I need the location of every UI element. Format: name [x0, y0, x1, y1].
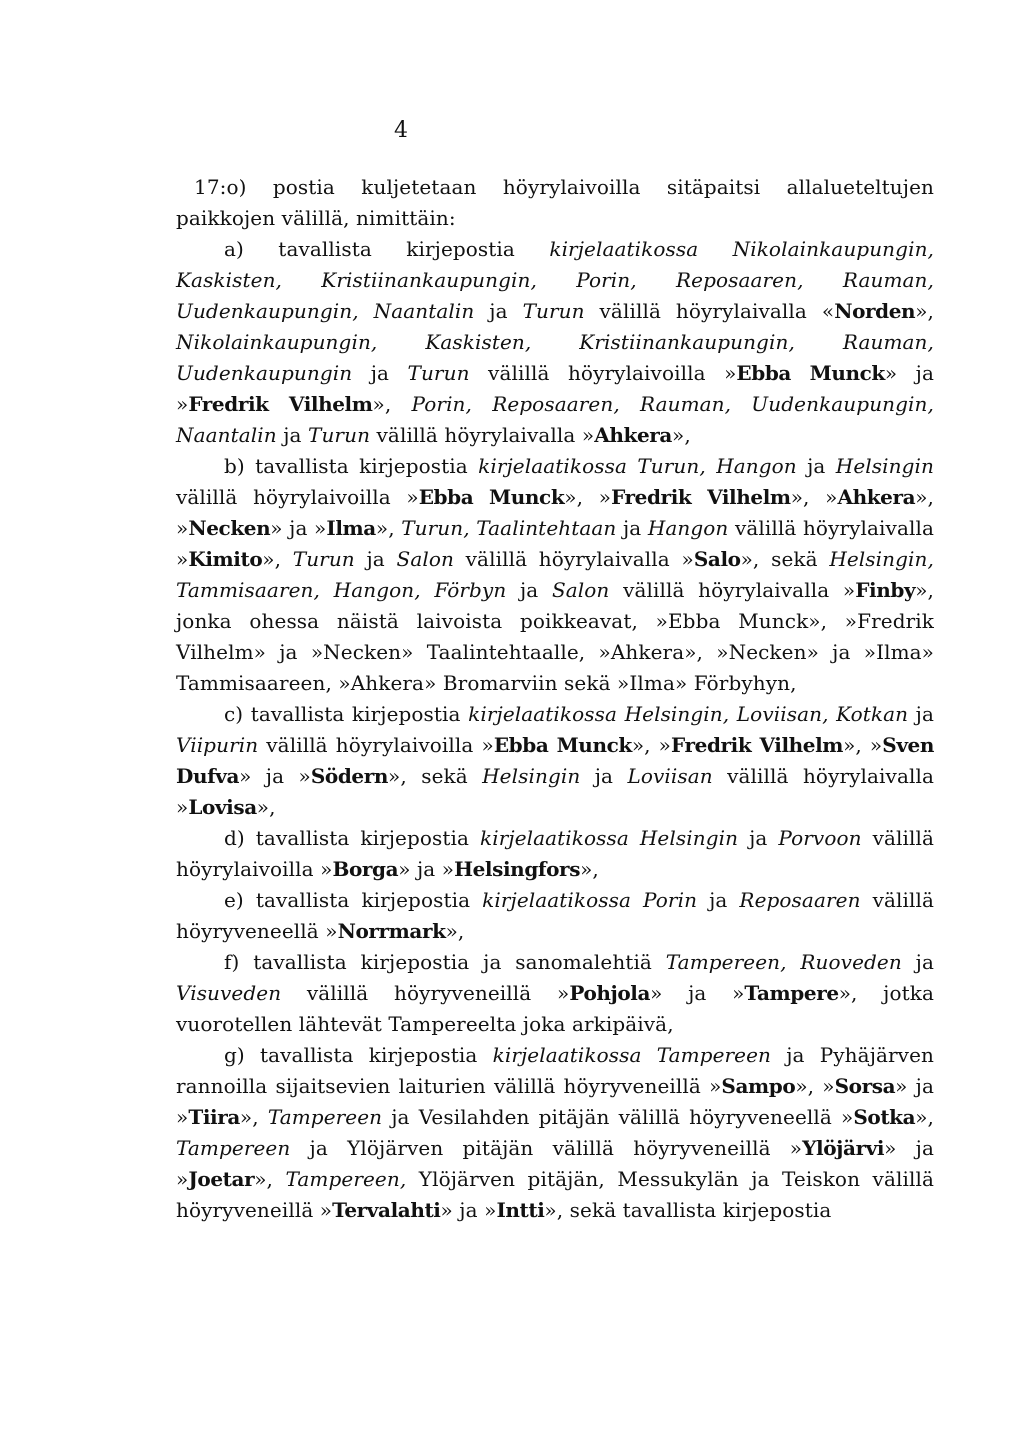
- italic-place-names: Turun: [292, 547, 355, 571]
- italic-place-names: Loviisan: [627, 764, 713, 788]
- italic-place-names: kirjelaatikossa Porin: [482, 888, 698, 912]
- list-item-d: [176, 823, 934, 885]
- ship-name: Tampere: [744, 981, 839, 1005]
- italic-place-names: Tampereen: [267, 1105, 383, 1129]
- text-run: välillä höyrylaivalla »: [176, 516, 934, 571]
- text-run: ja: [276, 423, 309, 447]
- italic-place-names: Viipurin: [176, 733, 259, 757]
- text-run: ja: [697, 888, 740, 912]
- text-run: »,: [256, 795, 276, 819]
- text-run: välillä höyrylaivoilla »: [258, 733, 494, 757]
- ship-name: Ilma: [326, 516, 376, 540]
- text-run: »,: [580, 857, 599, 881]
- text-run: e) tavallista kirjepostia: [224, 888, 483, 912]
- italic-place-names: Tampereen, Ruoveden: [665, 950, 902, 974]
- italic-place-names: Hangon: [647, 516, 729, 540]
- text-run: ja: [901, 950, 934, 974]
- italic-place-names: kirjelaatikossa Helsingin, Loviisan, Kotkan: [468, 702, 909, 726]
- italic-place-names: Porin, Reposaaren, Rauman, Uudenkaupungin, Naantalin: [176, 392, 934, 447]
- ship-name: Ebba Munck: [736, 361, 885, 385]
- ship-name: Pohjola: [569, 981, 651, 1005]
- italic-place-names: kirjelaatikossa Turun, Hangon: [478, 454, 797, 478]
- text-run: », sekä tavallista kirjepostia: [544, 1198, 832, 1222]
- document-body: [176, 172, 934, 1226]
- text-run: », jonka ohessa näistä laivoista poikkeavat, »Ebba Munck», »Fredrik Vilhelm» ja »Necken» Taalintehtaalle, »Ahkera», »Necken» ja »Ilma» Tammisaareen, »Ahkera» Bromarviin sekä »Ilma» Förbyhyn,: [176, 578, 934, 695]
- ship-name: Fredrik Vilhelm: [671, 733, 844, 757]
- text-run: d) tavallista kirjepostia: [224, 826, 481, 850]
- text-run: ja: [352, 361, 408, 385]
- ship-name: Ylöjärvi: [802, 1136, 885, 1160]
- text-run: ja: [796, 454, 836, 478]
- ship-name: Necken: [188, 516, 271, 540]
- text-run: ja: [506, 578, 552, 602]
- ship-name: Fredrik Vilhelm: [611, 485, 791, 509]
- text-run: » ja »: [650, 981, 745, 1005]
- list-item-a: [176, 234, 934, 451]
- italic-place-names: Salon: [396, 547, 454, 571]
- italic-place-names: Turun, Taalintehtaan: [401, 516, 617, 540]
- italic-place-names: Turun: [407, 361, 470, 385]
- ship-name: Ahkera: [837, 485, 916, 509]
- text-run: a) tavallista kirjepostia: [224, 237, 550, 261]
- list-item-e: [176, 885, 934, 947]
- text-run: välillä höyrylaivalla «: [584, 299, 835, 323]
- text-run: », »: [795, 1074, 835, 1098]
- italic-place-names: Salon: [551, 578, 610, 602]
- text-run: »,: [672, 423, 691, 447]
- italic-place-names: Turun: [522, 299, 585, 323]
- text-run: ja: [580, 764, 628, 788]
- ship-name: Sampo: [721, 1074, 796, 1098]
- text-run: välillä höyrylaivoilla »: [469, 361, 737, 385]
- text-run: »,: [239, 1105, 268, 1129]
- italic-place-names: kirjelaatikossa Helsingin: [480, 826, 739, 850]
- text-run: », »: [631, 733, 672, 757]
- italic-place-names: Nikolainkaupungin, Kaskisten, Kristiinankaupungin, Rauman, Uudenkaupungin: [176, 330, 934, 385]
- italic-place-names: Turun: [308, 423, 371, 447]
- text-run: » ja »: [270, 516, 327, 540]
- text-run: välillä höyryveneellä »: [176, 888, 934, 943]
- ship-name: Fredrik Vilhelm: [188, 392, 373, 416]
- list-item-c: [176, 699, 934, 823]
- text-run: välillä höyrylaivalla »: [609, 578, 856, 602]
- italic-place-names: Helsingin: [835, 454, 934, 478]
- text-run: », sekä: [388, 764, 483, 788]
- text-run: » ja »: [398, 857, 455, 881]
- text-run: f) tavallista kirjepostia ja sanomalehtiä: [224, 950, 666, 974]
- ship-name: Sorsa: [834, 1074, 896, 1098]
- text-run: », sekä: [740, 547, 830, 571]
- text-run: », »: [176, 485, 935, 540]
- text-run: » ja »: [176, 1074, 935, 1129]
- text-run: ja: [474, 299, 523, 323]
- text-run: ja Pyhäjärven rannoilla sijaitsevien laiturien välillä höyryveneillä »: [176, 1043, 934, 1098]
- ship-name: Ebba Munck: [493, 733, 632, 757]
- text-run: », »: [843, 733, 883, 757]
- italic-place-names: Helsingin: [482, 764, 581, 788]
- ship-name: Norrmark: [337, 919, 446, 943]
- ship-name: Ahkera: [594, 423, 672, 447]
- ship-name: Ebba Munck: [418, 485, 565, 509]
- text-run: »,: [445, 919, 465, 943]
- text-run: » ja »: [176, 361, 934, 416]
- text-run: 17:o) postia kuljetetaan höyrylaivoilla sitäpaitsi allalueteltujen paikkojen välillä, nimittäin:: [176, 175, 934, 230]
- text-run: ja: [908, 702, 934, 726]
- list-item-f: [176, 947, 934, 1040]
- ship-name: Norden: [834, 299, 916, 323]
- text-run: ja: [354, 547, 397, 571]
- text-run: välillä höyrylaivalla »: [453, 547, 694, 571]
- text-run: ja Vesilahden pitäjän välillä höyryveneellä »: [382, 1105, 854, 1129]
- ship-name: Tervalahti: [332, 1198, 441, 1222]
- page-number: 4: [394, 118, 408, 143]
- ship-name: Borga: [332, 857, 399, 881]
- text-run: » ja »: [440, 1198, 497, 1222]
- text-run: välillä höyrylaivalla »: [370, 423, 595, 447]
- paragraph-intro: [176, 172, 934, 234]
- text-run: »,: [372, 392, 412, 416]
- text-run: ja Ylöjärven pitäjän välillä höyryveneillä »: [290, 1136, 803, 1160]
- text-run: », jotka vuorotellen lähtevät Tampereelta joka arkipäivä,: [176, 981, 934, 1036]
- text-run: välillä höyrylaivoilla »: [176, 826, 934, 881]
- ship-name: Salo: [693, 547, 741, 571]
- text-run: b) tavallista kirjepostia: [224, 454, 479, 478]
- text-run: », »: [790, 485, 838, 509]
- text-run: » ja »: [176, 1136, 934, 1191]
- italic-place-names: Tampereen,: [285, 1167, 407, 1191]
- text-run: »,: [915, 299, 934, 323]
- text-run: välillä höyrylaivalla »: [176, 764, 934, 819]
- text-run: ja: [616, 516, 648, 540]
- text-run: g) tavallista kirjepostia: [224, 1043, 493, 1067]
- text-run: »,: [254, 1167, 286, 1191]
- italic-place-names: Reposaaren: [739, 888, 861, 912]
- list-item-g: [176, 1040, 934, 1226]
- italic-place-names: Tampereen: [176, 1136, 291, 1160]
- italic-place-names: Helsingin, Tammisaaren, Hangon, Förbyn: [176, 547, 934, 602]
- text-run: ja: [738, 826, 779, 850]
- ship-name: Kimito: [188, 547, 263, 571]
- text-run: »,: [262, 547, 293, 571]
- ship-name: Tiira: [188, 1105, 240, 1129]
- italic-place-names: kirjelaatikossa Nikolainkaupungin, Kaskisten, Kristiinankaupungin, Porin, Reposaaren, Rauman, Uudenkaupungin, Naantalin: [176, 237, 935, 323]
- text-run: »,: [375, 516, 402, 540]
- text-run: välillä höyryveneillä »: [281, 981, 570, 1005]
- ship-name: Helsingfors: [454, 857, 581, 881]
- ship-name: Finby: [855, 578, 916, 602]
- text-run: Ylöjärven pitäjän, Messukylän ja Teiskon välillä höyryveneillä »: [176, 1167, 934, 1222]
- text-run: » ja »: [239, 764, 311, 788]
- text-run: c) tavallista kirjepostia: [224, 702, 469, 726]
- ship-name: Södern: [310, 764, 389, 788]
- italic-place-names: Porvoon: [778, 826, 862, 850]
- ship-name: Joetar: [188, 1167, 255, 1191]
- ship-name: Intti: [496, 1198, 545, 1222]
- text-run: välillä höyrylaivoilla »: [176, 485, 419, 509]
- italic-place-names: Visuveden: [176, 981, 282, 1005]
- ship-name: Sotka: [853, 1105, 916, 1129]
- ship-name: Lovisa: [188, 795, 257, 819]
- list-item-b: [176, 451, 934, 699]
- text-run: »,: [915, 1105, 934, 1129]
- ship-name: Sven Dufva: [176, 733, 935, 788]
- text-run: », »: [564, 485, 612, 509]
- italic-place-names: kirjelaatikossa Tampereen: [492, 1043, 772, 1067]
